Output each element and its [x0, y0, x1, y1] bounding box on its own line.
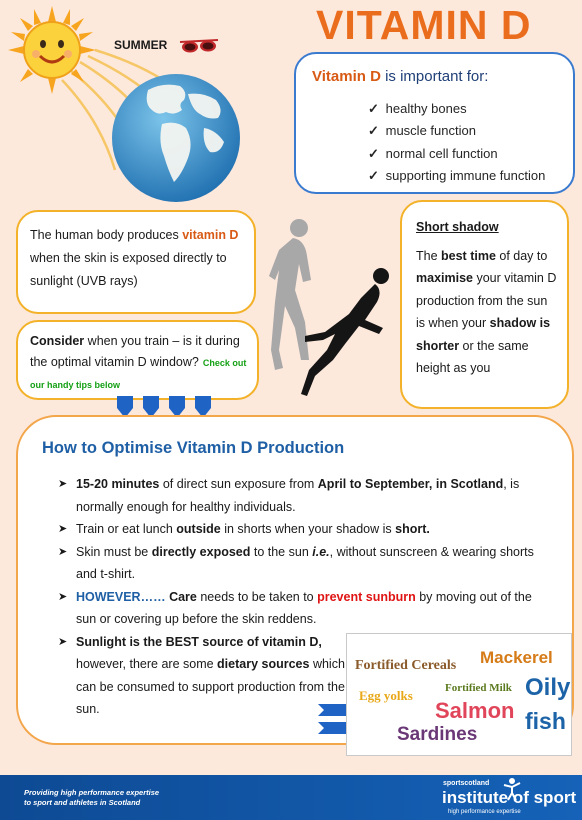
arrow-bullet-icon: ➤	[58, 590, 68, 603]
body-produces-box	[16, 210, 256, 314]
consider-text: when you train – is it during the optimal vitamin D window?	[30, 334, 240, 369]
sunglasses-icon	[178, 38, 220, 54]
logo-figure-icon	[500, 777, 524, 801]
tip-bold: directly exposed	[151, 544, 251, 559]
check-icon: ✓	[368, 145, 379, 161]
tip-italic: i.e.	[312, 544, 330, 559]
benefit-text: healthy bones	[385, 101, 467, 116]
benefit-text: supporting immune function	[385, 168, 546, 184]
check-icon: ✓	[368, 101, 379, 116]
shadow-text: of day to	[495, 248, 548, 263]
list-item	[58, 473, 548, 518]
tip-bold: 15-20 minutes	[76, 477, 160, 491]
logo-main-text: institute of sport	[442, 788, 577, 807]
footer-tagline	[24, 788, 159, 808]
importance-heading	[312, 68, 488, 85]
dietary-sources-cloud	[346, 633, 572, 756]
list-item	[58, 586, 548, 631]
arrow-bullet-icon: ➤	[58, 635, 68, 648]
food-salmon: Salmon	[435, 698, 515, 723]
logo-sub-text: high performance expertise	[448, 809, 521, 815]
short-shadow-title: Short shadow	[416, 220, 499, 234]
food-egg-yolks: Egg yolks	[359, 688, 413, 703]
shadow-text: or the same height as you	[416, 338, 529, 375]
shadow-bold: best time	[441, 248, 496, 263]
food-oily: Oily	[525, 674, 571, 701]
tip-text: of direct sun exposure from	[159, 477, 318, 491]
arrow-bullet-icon: ➤	[58, 545, 68, 558]
tagline-line-2: to sport and athletes in Scotland	[24, 798, 141, 807]
vitamin-d-highlight: vitamin D	[182, 228, 239, 242]
consider-bold: Consider	[30, 334, 85, 348]
tip-bold: short.	[395, 522, 430, 536]
consider-box	[16, 320, 259, 400]
list-item	[58, 518, 548, 541]
produces-text-2: when the skin is exposed directly to sunlight (UVB rays)	[30, 251, 227, 288]
list-item	[58, 631, 348, 721]
tip-bold: dietary sources	[217, 657, 310, 671]
footer	[0, 775, 582, 820]
tip-text: needs to be taken to	[196, 589, 318, 604]
shadow-text: The	[416, 248, 442, 263]
check-icon: ✓	[368, 123, 379, 139]
tip-text: however, there are some	[76, 657, 218, 671]
tip-bold: April to September, in Scotland	[317, 477, 504, 491]
runner-shadow-illustration	[265, 210, 405, 410]
tagline-line-1: Providing high performance expertise	[24, 788, 160, 797]
globe-icon	[108, 70, 244, 206]
however-label: HOWEVER……	[76, 589, 166, 604]
logo-top-text: sportscotland	[443, 780, 490, 787]
arrow-bullet-icon: ➤	[58, 478, 68, 490]
list-item	[368, 120, 545, 142]
tip-text: to the sun	[250, 544, 313, 559]
list-item	[368, 98, 545, 120]
food-fortified-milk: Fortified Milk	[445, 682, 512, 694]
tip-text: by moving out of the sun or covering up before the skin reddens.	[76, 589, 532, 626]
list-item	[368, 165, 545, 187]
short-shadow-box	[400, 200, 569, 409]
benefit-text: muscle function	[385, 123, 476, 139]
tip-text: which can be consumed to support production from the sun.	[76, 657, 345, 716]
tip-bold: Sunlight is the BEST source of vitamin D,	[76, 634, 322, 649]
benefit-text: normal cell function	[385, 145, 498, 161]
produces-text: The human body produces	[30, 228, 183, 242]
check-icon: ✓	[368, 168, 379, 184]
tip-text: Skin must be	[76, 544, 152, 559]
food-fortified-cereals: Fortified Cereals	[355, 658, 457, 673]
arrow-bullet-icon: ➤	[58, 523, 68, 535]
food-fish: fish	[525, 708, 566, 734]
vitamin-d-label: Vitamin D	[312, 68, 381, 85]
page-title: VITAMIN D	[316, 2, 532, 48]
optimise-heading: How to Optimise Vitamin D Production	[42, 439, 345, 457]
summer-label: SUMMER	[114, 38, 168, 52]
list-item	[368, 143, 545, 165]
tip-text: in shorts when your shadow is	[220, 522, 396, 536]
importance-suffix: is important for:	[380, 68, 489, 85]
tip-text: , without sunscreen & wearing shorts and t-shirt.	[76, 544, 534, 581]
food-mackerel: Mackerel	[480, 648, 553, 667]
importance-box	[294, 52, 575, 194]
tip-bold: outside	[176, 522, 221, 536]
shadow-bold: maximise	[416, 271, 473, 285]
tip-text: , is normally enough for healthy individuals.	[76, 477, 520, 514]
benefits-list	[368, 98, 545, 188]
tips-link: Check out our handy tips below	[30, 358, 247, 390]
list-item	[58, 541, 548, 586]
tip-text: Train or eat lunch	[76, 522, 177, 536]
tip-bold: Care	[169, 589, 197, 604]
food-sardines: Sardines	[397, 724, 478, 745]
shadow-text: your vitamin D production from the sun is when your	[416, 271, 557, 330]
shadow-bold: shadow is shorter	[416, 316, 551, 353]
prevent-sunburn-label: prevent sunburn	[317, 589, 416, 604]
sun-icon	[6, 4, 98, 96]
